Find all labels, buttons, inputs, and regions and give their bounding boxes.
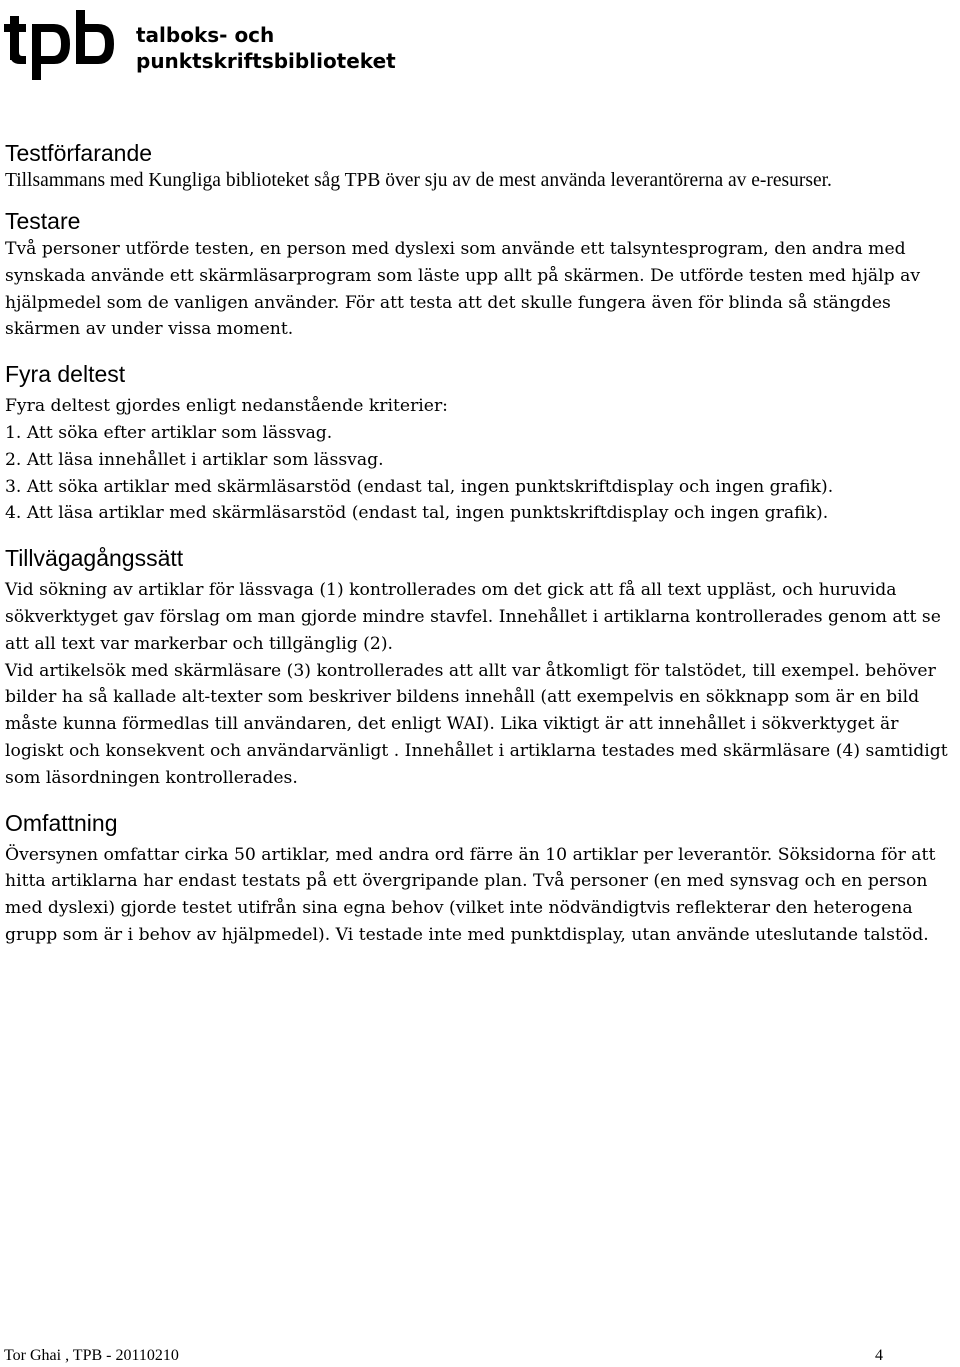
- deltest-item-3: 3. Att söka artiklar med skärmläsarstöd (endast tal, ingen punktskriftdisplay och ingen grafik).: [5, 476, 834, 497]
- deltest-list: [5, 393, 960, 527]
- tpb-logo-graphic: [2, 4, 396, 82]
- logo-line-2: punktskriftsbiblioteket: [136, 49, 396, 73]
- heading-fyra-deltest: Fyra deltest: [5, 361, 126, 388]
- section-testare: [5, 206, 960, 343]
- tpb-logo-mark: [4, 10, 114, 80]
- paragraph-tillvagagangssatt-2: Vid artikelsök med skärmläsare (3) kontrollerades att allt var åtkomligt för talstödet, till exempel. behöver bilder ha så kallade alt-texter som beskriver bildens innehåll (att exempelvis en sökknapp som är en bild måste kunna förmedlas till användaren, det enligt WAI). Lika viktigt är att innehållet i sökverktyget är logiskt och konsekvent och användarvänligt . Innehållet i artiklarna testades med skärmläsare (4) samtidigt som läsordningen kontrollerades.: [5, 660, 948, 788]
- footer-author-date: Tor Ghai , TPB - 20110210: [4, 1347, 179, 1364]
- paragraph-testare: Två personer utförde testen, en person med dyslexi som använde ett talsyntesprogram, den andra med synskada använde ett skärmläsarprogram som läste upp allt på skärmen. De utförde testen med hjälp av hjälpmedel som de vanligen använder. För att testa att det skulle fungera även för blinda så stängdes skärmen av under vissa moment.: [5, 239, 921, 340]
- deltest-item-4: 4. Att läsa artiklar med skärmläsarstöd (endast tal, ingen punktskriftdisplay och ingen grafik).: [5, 503, 829, 524]
- section-tillvagagangssatt: [5, 543, 960, 791]
- paragraph-tillvagagangssatt-1: Vid sökning av artiklar för lässvaga (1) kontrollerades om det gick att få all text uppläst, och huruvida sökverktyget gav förslag om man gjorde mindre stavfel. Innehållet i artiklarna kontrollerades genom att se att all text var markerbar och tillgänglig (2).: [5, 580, 941, 654]
- heading-testforfarande: Testförfarande: [5, 140, 153, 166]
- deltest-item-1: 1. Att söka efter artiklar som lässvag.: [5, 422, 333, 443]
- logo-line-1: talboks- och: [136, 23, 275, 47]
- section-fyra-deltest: [5, 359, 960, 527]
- paragraph-testforfarande: Tillsammans med Kungliga biblioteket såg TPB över sju av de mest använda leverantörerna av e-resurser.: [5, 170, 832, 191]
- tpb-logo: [2, 4, 396, 82]
- tillvagagangssatt-text: [5, 577, 960, 791]
- heading-omfattning: Omfattning: [5, 809, 118, 836]
- document-body: [5, 138, 960, 949]
- section-testforfarande: [5, 138, 960, 194]
- heading-tillvagagangssatt: Tillvägagångssätt: [5, 545, 184, 572]
- paragraph-omfattning: Översynen omfattar cirka 50 artiklar, med andra ord färre än 10 artiklar per leverantör. Söksidorna för att hitta artiklarna har endast testats på ett övergripande plan. Två personer (en med synsvag och en person med dyslexi) gjorde testet utifrån sina egna behov (vilket inte nödvändigtvis reflekterar den heterogena grupp som är i behov av hjälpmedel). Vi testade inte med punktdisplay, utan använde uteslutande talstöd.: [5, 844, 936, 945]
- section-omfattning: [5, 808, 960, 949]
- footer-page-number: 4: [875, 1347, 883, 1364]
- heading-testare: Testare: [5, 208, 81, 234]
- deltest-item-2: 2. Att läsa innehållet i artiklar som lässvag.: [5, 449, 384, 470]
- deltest-intro: Fyra deltest gjordes enligt nedanstående kriterier:: [5, 396, 448, 417]
